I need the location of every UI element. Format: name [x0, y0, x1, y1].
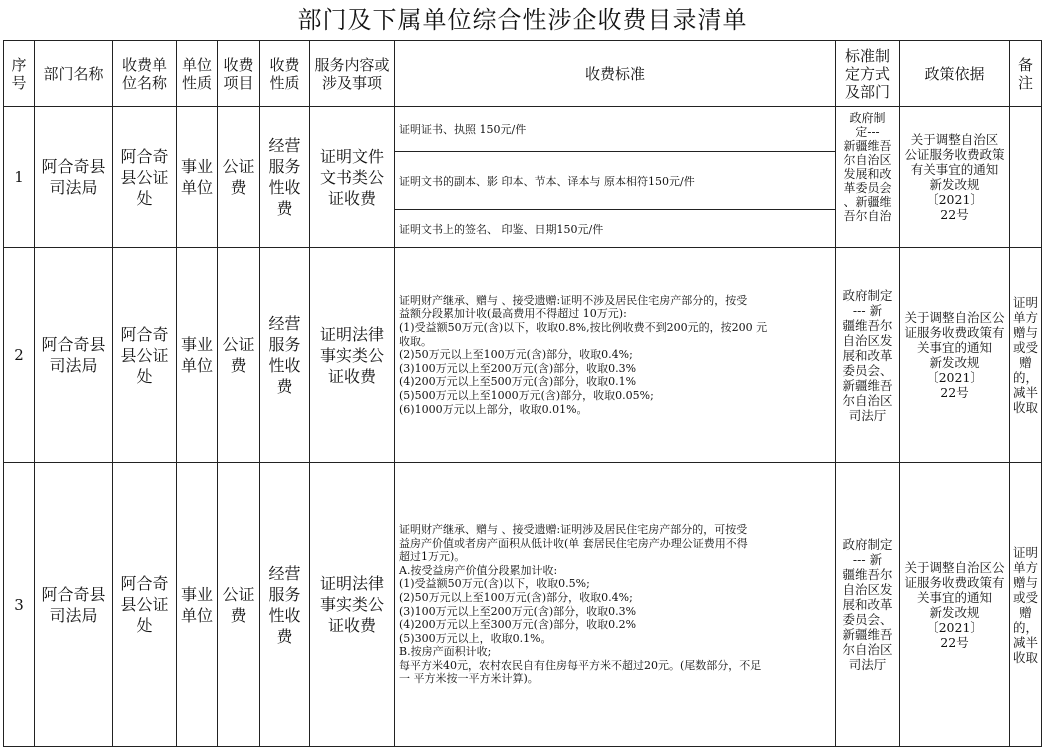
cell-seq: 1 [4, 107, 35, 248]
header-row [4, 41, 1042, 107]
table-row [4, 463, 1042, 747]
cell-nature: 事业 单位 [177, 463, 218, 747]
header-item: 收费 项目 [218, 41, 260, 107]
header-seq: 序 号 [4, 41, 35, 107]
cell-fee-nature: 经营 服务 性收 费 [260, 463, 310, 747]
header-method: 标准制 定方式 及部门 [836, 41, 900, 107]
cell-remark [1010, 107, 1042, 248]
fee-catalog-table [3, 40, 1042, 747]
cell-seq: 3 [4, 463, 35, 747]
cell-fee-nature: 经营 服务 性收 费 [260, 248, 310, 463]
header-unit: 收费单 位名称 [113, 41, 177, 107]
cell-standard: 证明财产继承、赠与 、接受遗赠:证明不涉及居民住宅房产部分的，按受 益额分段累加计收(最高费用不得超过 10万元): (1)受益额50万元(含)以下，收取0.8%,按比例收费不到200元的，按200 元 收取。 (2)50万元以上至100万元(含)部分，收取0.4%; (3)100万元以上至200万元(含)部分，收取0.3% (4)200万元以上至500万元(含)部分，收取0.1% (5)500万元以上至1000万元(含)部分，收取0.05%; (6)1000万元以上部分，收取0.01%。 [395, 248, 836, 463]
header-fee-nature: 收费 性质 [260, 41, 310, 107]
header-standard: 收费标准 [395, 41, 836, 107]
cell-item: 公证 费 [218, 107, 260, 248]
cell-service: 证明法律 事实类公 证收费 [310, 248, 395, 463]
cell-dept: 阿合奇县 司法局 [35, 107, 113, 248]
header-service: 服务内容或 涉及事项 [310, 41, 395, 107]
cell-basis: 关于调整自治区 公证服务收费政策 有关事宜的通知 新发改规〔2021〕 22号 [900, 107, 1010, 248]
cell-basis: 关于调整自治区公 证服务收费政策有 关事宜的通知 新发改规〔2021〕 22号 [900, 248, 1010, 463]
cell-item: 公证 费 [218, 463, 260, 747]
table-row [4, 107, 1042, 152]
cell-unit: 阿合奇 县公证 处 [113, 248, 177, 463]
header-remark: 备注 [1010, 41, 1042, 107]
cell-basis: 关于调整自治区公 证服务收费政策有 关事宜的通知 新发改规〔2021〕 22号 [900, 463, 1010, 747]
header-basis: 政策依据 [900, 41, 1010, 107]
cell-unit: 阿合奇 县公证 处 [113, 463, 177, 747]
cell-unit: 阿合奇 县公证 处 [113, 107, 177, 248]
cell-service: 证明文件 文书类公 证收费 [310, 107, 395, 248]
cell-standard-line: 证明证书、执照 150元/件 [395, 107, 836, 152]
cell-dept: 阿合奇县 司法局 [35, 463, 113, 747]
cell-item: 公证 费 [218, 248, 260, 463]
cell-dept: 阿合奇县 司法局 [35, 248, 113, 463]
cell-standard: 证明财产继承、赠与 、接受遗赠:证明涉及居民住宅房产部分的，可按受 益房产价值或者房产面积从低计收(单 套居民住宅房产办理公证费用不得 超过1万元)。 A.按受益房产价值分段累加计收: (1)受益额50万元(含)以下，收取0.5%; (2)50万元以上至100万元(含)部分，收取0.4%; (3)100万元以上至200万元(含)部分，收取0.3% (4)200万元以上至300万元(含)部分，收取0.2% (5)300万元以上，收取0.1%。 B.按房产面积计收; 每平方米40元，农村农民自有住房每平方米不超过20元。(尾数部分，不足 一 平方米按一平方米计算)。 [395, 463, 836, 747]
cell-method: 政府制 定--- 新疆维吾 尔自治区 发展和改 革委员会 、新疆维 吾尔自治 [836, 107, 900, 248]
header-nature: 单位 性质 [177, 41, 218, 107]
header-dept: 部门名称 [35, 41, 113, 107]
cell-remark: 证明 单方 赠与 或受 赠 的， 减半 收取 [1010, 463, 1042, 747]
cell-service: 证明法律 事实类公 证收费 [310, 463, 395, 747]
cell-method: 政府制定 --- 新 疆维吾尔 自治区发 展和改革 委员会、 新疆维吾 尔自治区 司法厅 [836, 248, 900, 463]
cell-method: 政府制定 --- 新 疆维吾尔 自治区发 展和改革 委员会、 新疆维吾 尔自治区 司法厅 [836, 463, 900, 747]
cell-fee-nature: 经营 服务 性收 费 [260, 107, 310, 248]
cell-nature: 事业 单位 [177, 248, 218, 463]
page-title: 部门及下属单位综合性涉企收费目录清单 [297, 6, 748, 34]
cell-standard-line: 证明文书的副本、影 印本、节本、译本与 原本相符150元/件 [395, 152, 836, 210]
cell-standard-line: 证明文书上的签名、 印鉴、日期150元/件 [395, 210, 836, 248]
cell-seq: 2 [4, 248, 35, 463]
cell-remark: 证明 单方 赠与 或受 赠 的， 减半 收取 [1010, 248, 1042, 463]
table-row [4, 248, 1042, 463]
cell-nature: 事业 单位 [177, 107, 218, 248]
